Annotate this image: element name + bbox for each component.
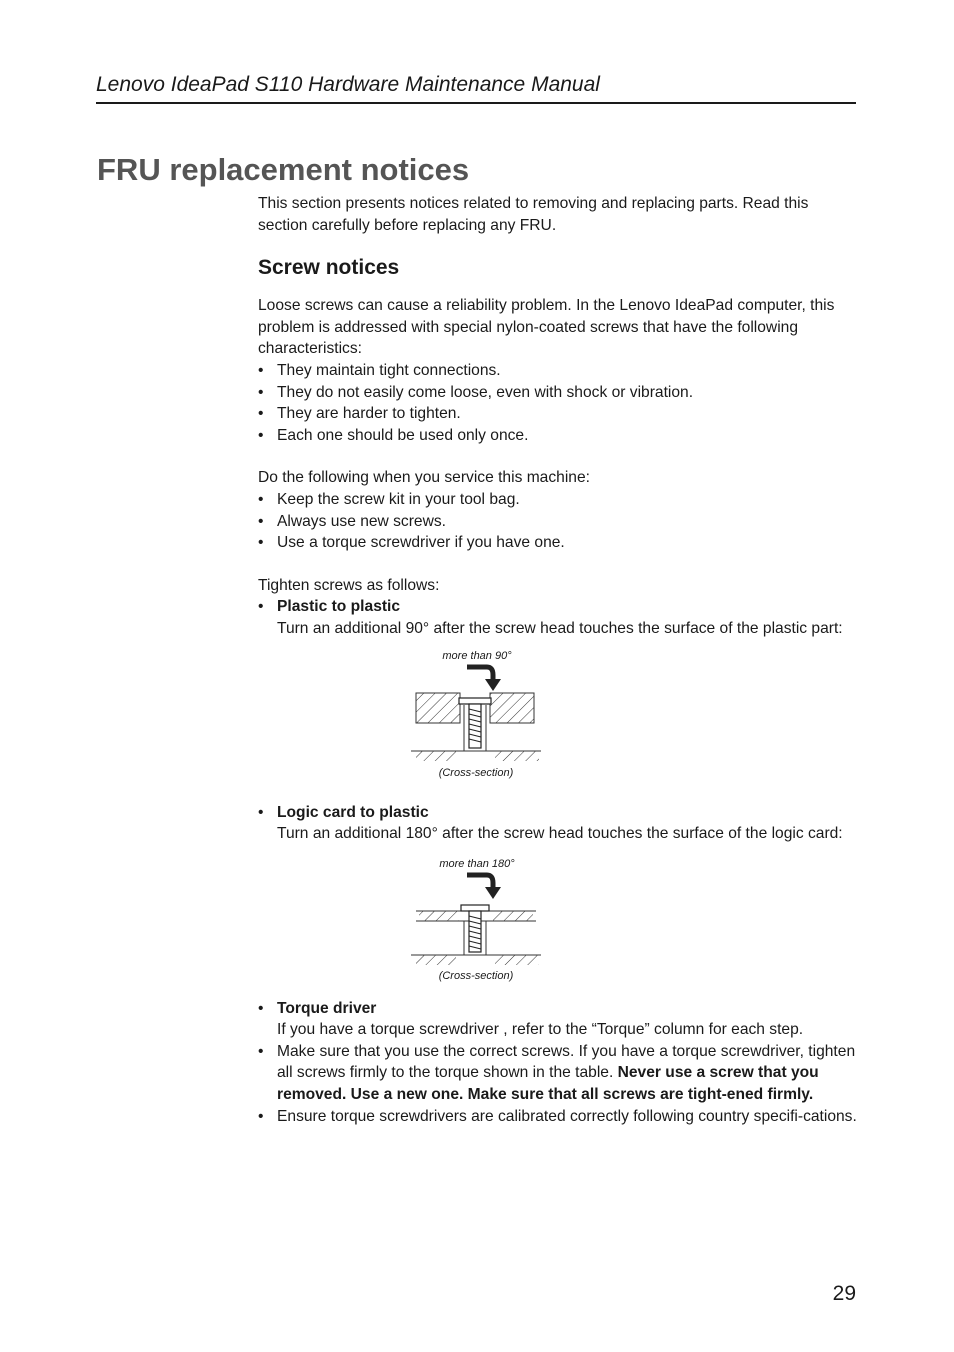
tighten-list-continued [258, 802, 858, 845]
list-item: • They do not easily come loose, even with shock or vibration. [258, 382, 858, 404]
item-text: Turn an additional 180° after the screw head touches the surface of the logic card: [277, 825, 843, 843]
service-list [258, 489, 858, 554]
rotation-arrow-icon [467, 875, 501, 899]
characteristics-list [258, 360, 858, 446]
tighten-list [258, 596, 858, 639]
screw-intro-paragraph: Loose screws can cause a reliability problem. In the Lenovo IdeaPad computer, this problem is addressed with special nylon-coated screws that have the following characteristics: [258, 297, 835, 358]
item-warning: Never use a screw that you removed. Use a new one. Make sure that all screws are tight-ened firmly. [277, 1064, 819, 1104]
list-item: • Use a torque screwdriver if you have one. [258, 532, 858, 554]
bullet-marker: • [258, 512, 264, 530]
bullet-marker: • [258, 383, 264, 401]
bullet-marker: • [258, 1107, 264, 1125]
list-item: • They are harder to tighten. [258, 403, 858, 425]
cross-section-plastic-diagram [411, 649, 541, 781]
item-text: Turn an additional 90° after the screw head touches the surface of the plastic part: [277, 619, 843, 637]
bullet-marker: • [258, 803, 264, 821]
item-title: Logic card to plastic [277, 803, 429, 821]
figure-caption: (Cross-section) [438, 766, 514, 779]
running-header: Lenovo IdeaPad S110 Hardware Maintenance Manual [96, 70, 856, 104]
tighten-intro-paragraph: Tighten screws as follows: [258, 576, 440, 594]
list-item-calibration [258, 1106, 858, 1128]
list-item: • Each one should be used only once. [258, 425, 858, 447]
item-text: Make sure that you use the correct screws. If you have a torque screwdriver, tighten all screws firmly to the torque shown in the table. [277, 1042, 856, 1082]
list-item-logic-card-to-plastic [258, 802, 858, 845]
figure-caption: (Cross-section) [438, 969, 514, 982]
intro-paragraph: This section presents notices related to removing and replacing parts. Read this section carefully before replacing any FRU. [258, 195, 809, 234]
rotation-arrow-icon [467, 667, 501, 691]
cross-section-logic-card-diagram [411, 855, 541, 985]
item-text: If you have a torque screwdriver , refer to the “Torque” column for each step. [277, 1021, 804, 1039]
item-title: Plastic to plastic [277, 598, 401, 616]
bullet-marker: • [258, 1042, 264, 1060]
item-text: Ensure torque screwdrivers are calibrated correctly following country specifi-cations. [277, 1107, 857, 1125]
item-title: Torque driver [277, 999, 377, 1017]
page-title: FRU replacement notices [97, 152, 470, 187]
figure-logic-card-to-plastic [411, 855, 541, 985]
section-heading-screw-notices: Screw notices [258, 256, 400, 280]
main-content [258, 193, 858, 1127]
list-item-correct-screws [258, 1041, 858, 1106]
bullet-marker: • [258, 405, 264, 423]
bullet-marker: • [258, 598, 264, 616]
bullet-marker: • [258, 426, 264, 444]
service-intro-paragraph: Do the following when you service this machine: [258, 469, 590, 487]
bullet-marker: • [258, 490, 264, 508]
bullet-marker: • [258, 534, 264, 552]
list-item: • Always use new screws. [258, 511, 858, 533]
figure-plastic-to-plastic [411, 649, 541, 781]
figure-label: more than 180° [439, 857, 515, 870]
final-list [258, 998, 858, 1128]
bullet-marker: • [258, 999, 264, 1017]
list-item: • Keep the screw kit in your tool bag. [258, 489, 858, 511]
list-item-plastic-to-plastic [258, 596, 858, 639]
bullet-marker: • [258, 361, 264, 379]
figure-label: more than 90° [442, 649, 512, 662]
list-item: • They maintain tight connections. [258, 360, 858, 382]
list-item-torque-driver [258, 998, 858, 1041]
page-number: 29 [832, 1282, 856, 1305]
